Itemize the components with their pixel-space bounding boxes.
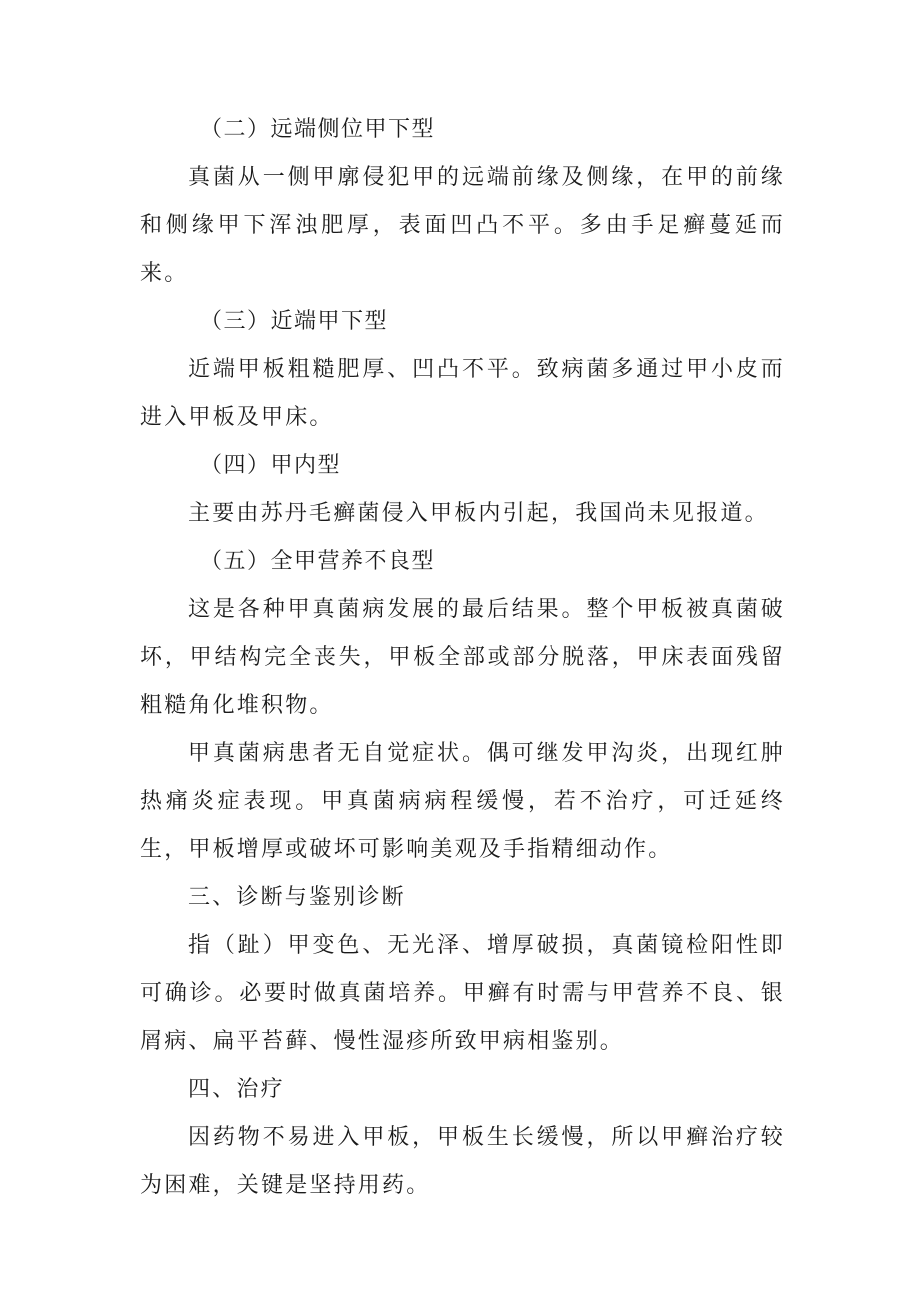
section-heading-total-dystrophic: （五）全甲营养不良型 xyxy=(200,549,436,574)
section-heading-distal-lateral: （二）远端侧位甲下型 xyxy=(200,117,436,142)
paragraph-symptoms: 甲真菌病患者无自觉症状。偶可继发甲沟炎，出现红肿热痛炎症表现。甲真菌病病程缓慢，若不治疗，可迁延终生，甲板增厚或破坏可影响美观及手指精细动作。 xyxy=(140,741,785,862)
paragraph-diagnosis: 指（趾）甲变色、无光泽、增厚破损，真菌镜检阳性即可确诊。必要时做真菌培养。甲癣有时需与甲营养不良、银屑病、扁平苔藓、慢性湿疹所致甲病相鉴别。 xyxy=(140,933,785,1054)
paragraph-proximal: 近端甲板粗糙肥厚、凹凸不平。致病菌多通过甲小皮而进入甲板及甲床。 xyxy=(140,357,785,430)
section-heading-treatment: 四、治疗 xyxy=(188,1077,285,1102)
paragraph-endonyx: 主要由苏丹毛癣菌侵入甲板内引起，我国尚未见报道。 xyxy=(188,501,769,526)
paragraph-treatment: 因药物不易进入甲板，甲板生长缓慢，所以甲癣治疗较为困难，关键是坚持用药。 xyxy=(140,1125,785,1198)
section-heading-endonyx: （四）甲内型 xyxy=(200,453,342,478)
document-body xyxy=(140,106,785,1210)
section-heading-diagnosis: 三、诊断与鉴别诊断 xyxy=(188,885,406,910)
paragraph-distal-lateral: 真菌从一侧甲廓侵犯甲的远端前缘及侧缘，在甲的前缘和侧缘甲下浑浊肥厚，表面凹凸不平。多由手足癣蔓延而来。 xyxy=(140,165,785,286)
paragraph-total-dystrophic: 这是各种甲真菌病发展的最后结果。整个甲板被真菌破坏，甲结构完全丧失，甲板全部或部分脱落，甲床表面残留粗糙角化堆积物。 xyxy=(140,597,785,718)
section-heading-proximal: （三）近端甲下型 xyxy=(200,309,389,334)
